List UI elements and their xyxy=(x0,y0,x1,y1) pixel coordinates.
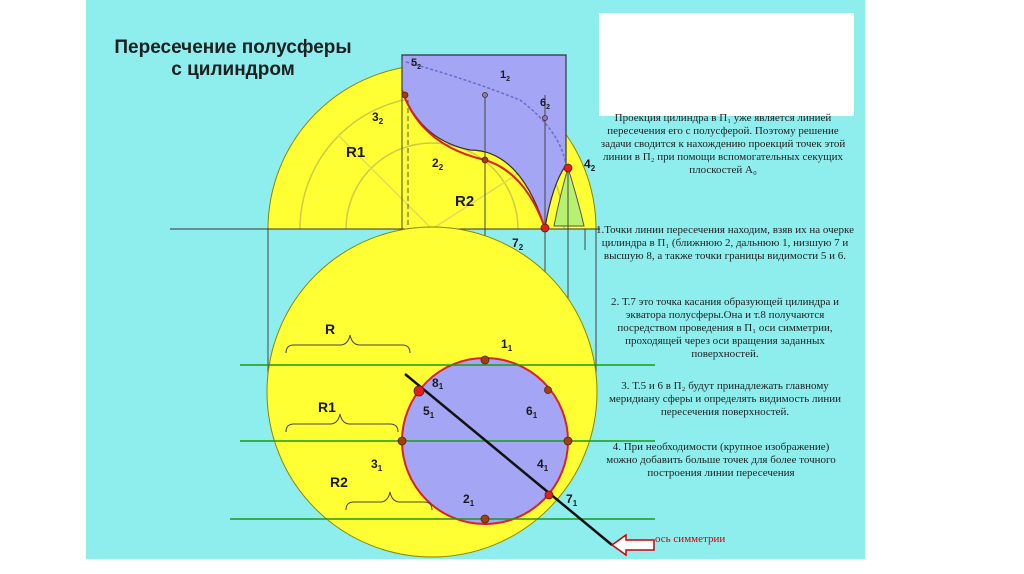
label-7-1: $7_1$ xyxy=(566,492,578,508)
note-step-3: 3. Т.5 и 6 в П₂ будут принадлежать главному меридиану сферы и определять видимость линии пересечения поверхностей. xyxy=(608,380,842,418)
note-intro: Проекция цилиндра в П₁ уже является линией пересечения его с полусферой. Поэтому решение задачи сводится к нахождению проекций точек этой линии в П₂ при помощи вспомогательных секущих плоскостей А₀ xyxy=(600,112,846,176)
label-r1-top: R1 xyxy=(346,144,366,161)
page-title xyxy=(88,37,378,81)
title-line-2: с цилиндром xyxy=(171,59,295,80)
axis-note: ось симметрии xyxy=(655,533,726,545)
label-4-1: $4_1$ xyxy=(537,457,549,473)
label-6-2: $6_2$ xyxy=(540,97,551,111)
label-r2-top: R2 xyxy=(455,193,475,210)
label-6-1: $6_1$ xyxy=(526,404,538,420)
label-5-1: $5_1$ xyxy=(423,404,435,420)
note-step-2: 2. Т.7 это точка касания образующей цилиндра и экватора полусферы.Она и т.8 получаются посредством проведения в П₁ оси симметрии, проходящей через оси вращения заданных поверхностей. xyxy=(611,296,839,360)
label-3-1: $3_1$ xyxy=(371,457,383,473)
label-7-2: $7_2$ xyxy=(512,236,524,252)
label-1-2: $1_2$ xyxy=(500,69,511,83)
label-2-2: $2_2$ xyxy=(432,156,444,172)
note-step-4: 4. При необходимости (крупное изображение) можно добавить больше точек для более точного построения линии пересечения xyxy=(606,441,836,479)
label-r-plan: R xyxy=(325,321,336,337)
label-8-1: 81 xyxy=(432,376,444,391)
title-line-1: Пересечение полусферы xyxy=(114,37,352,58)
label-2-1: $2_1$ xyxy=(463,492,475,508)
axis-arrow xyxy=(612,535,654,555)
label-5-2: $5_2$ xyxy=(411,57,422,71)
label-4-2: $4_2$ xyxy=(584,157,596,173)
label-3-2: $3_2$ xyxy=(372,110,384,126)
label-1-1: $1_1$ xyxy=(501,337,513,353)
label-r1-plan: R1 xyxy=(318,399,336,415)
label-r2-plan: R2 xyxy=(330,474,348,490)
note-step-1: 1.Точки линии пересечения находим, взяв их на очерке цилиндра в П₁ (ближнюю 2, дальнюю 1, низшую 7 и высшую 8, а также точки границы видимости 5 и 6. xyxy=(596,224,854,262)
